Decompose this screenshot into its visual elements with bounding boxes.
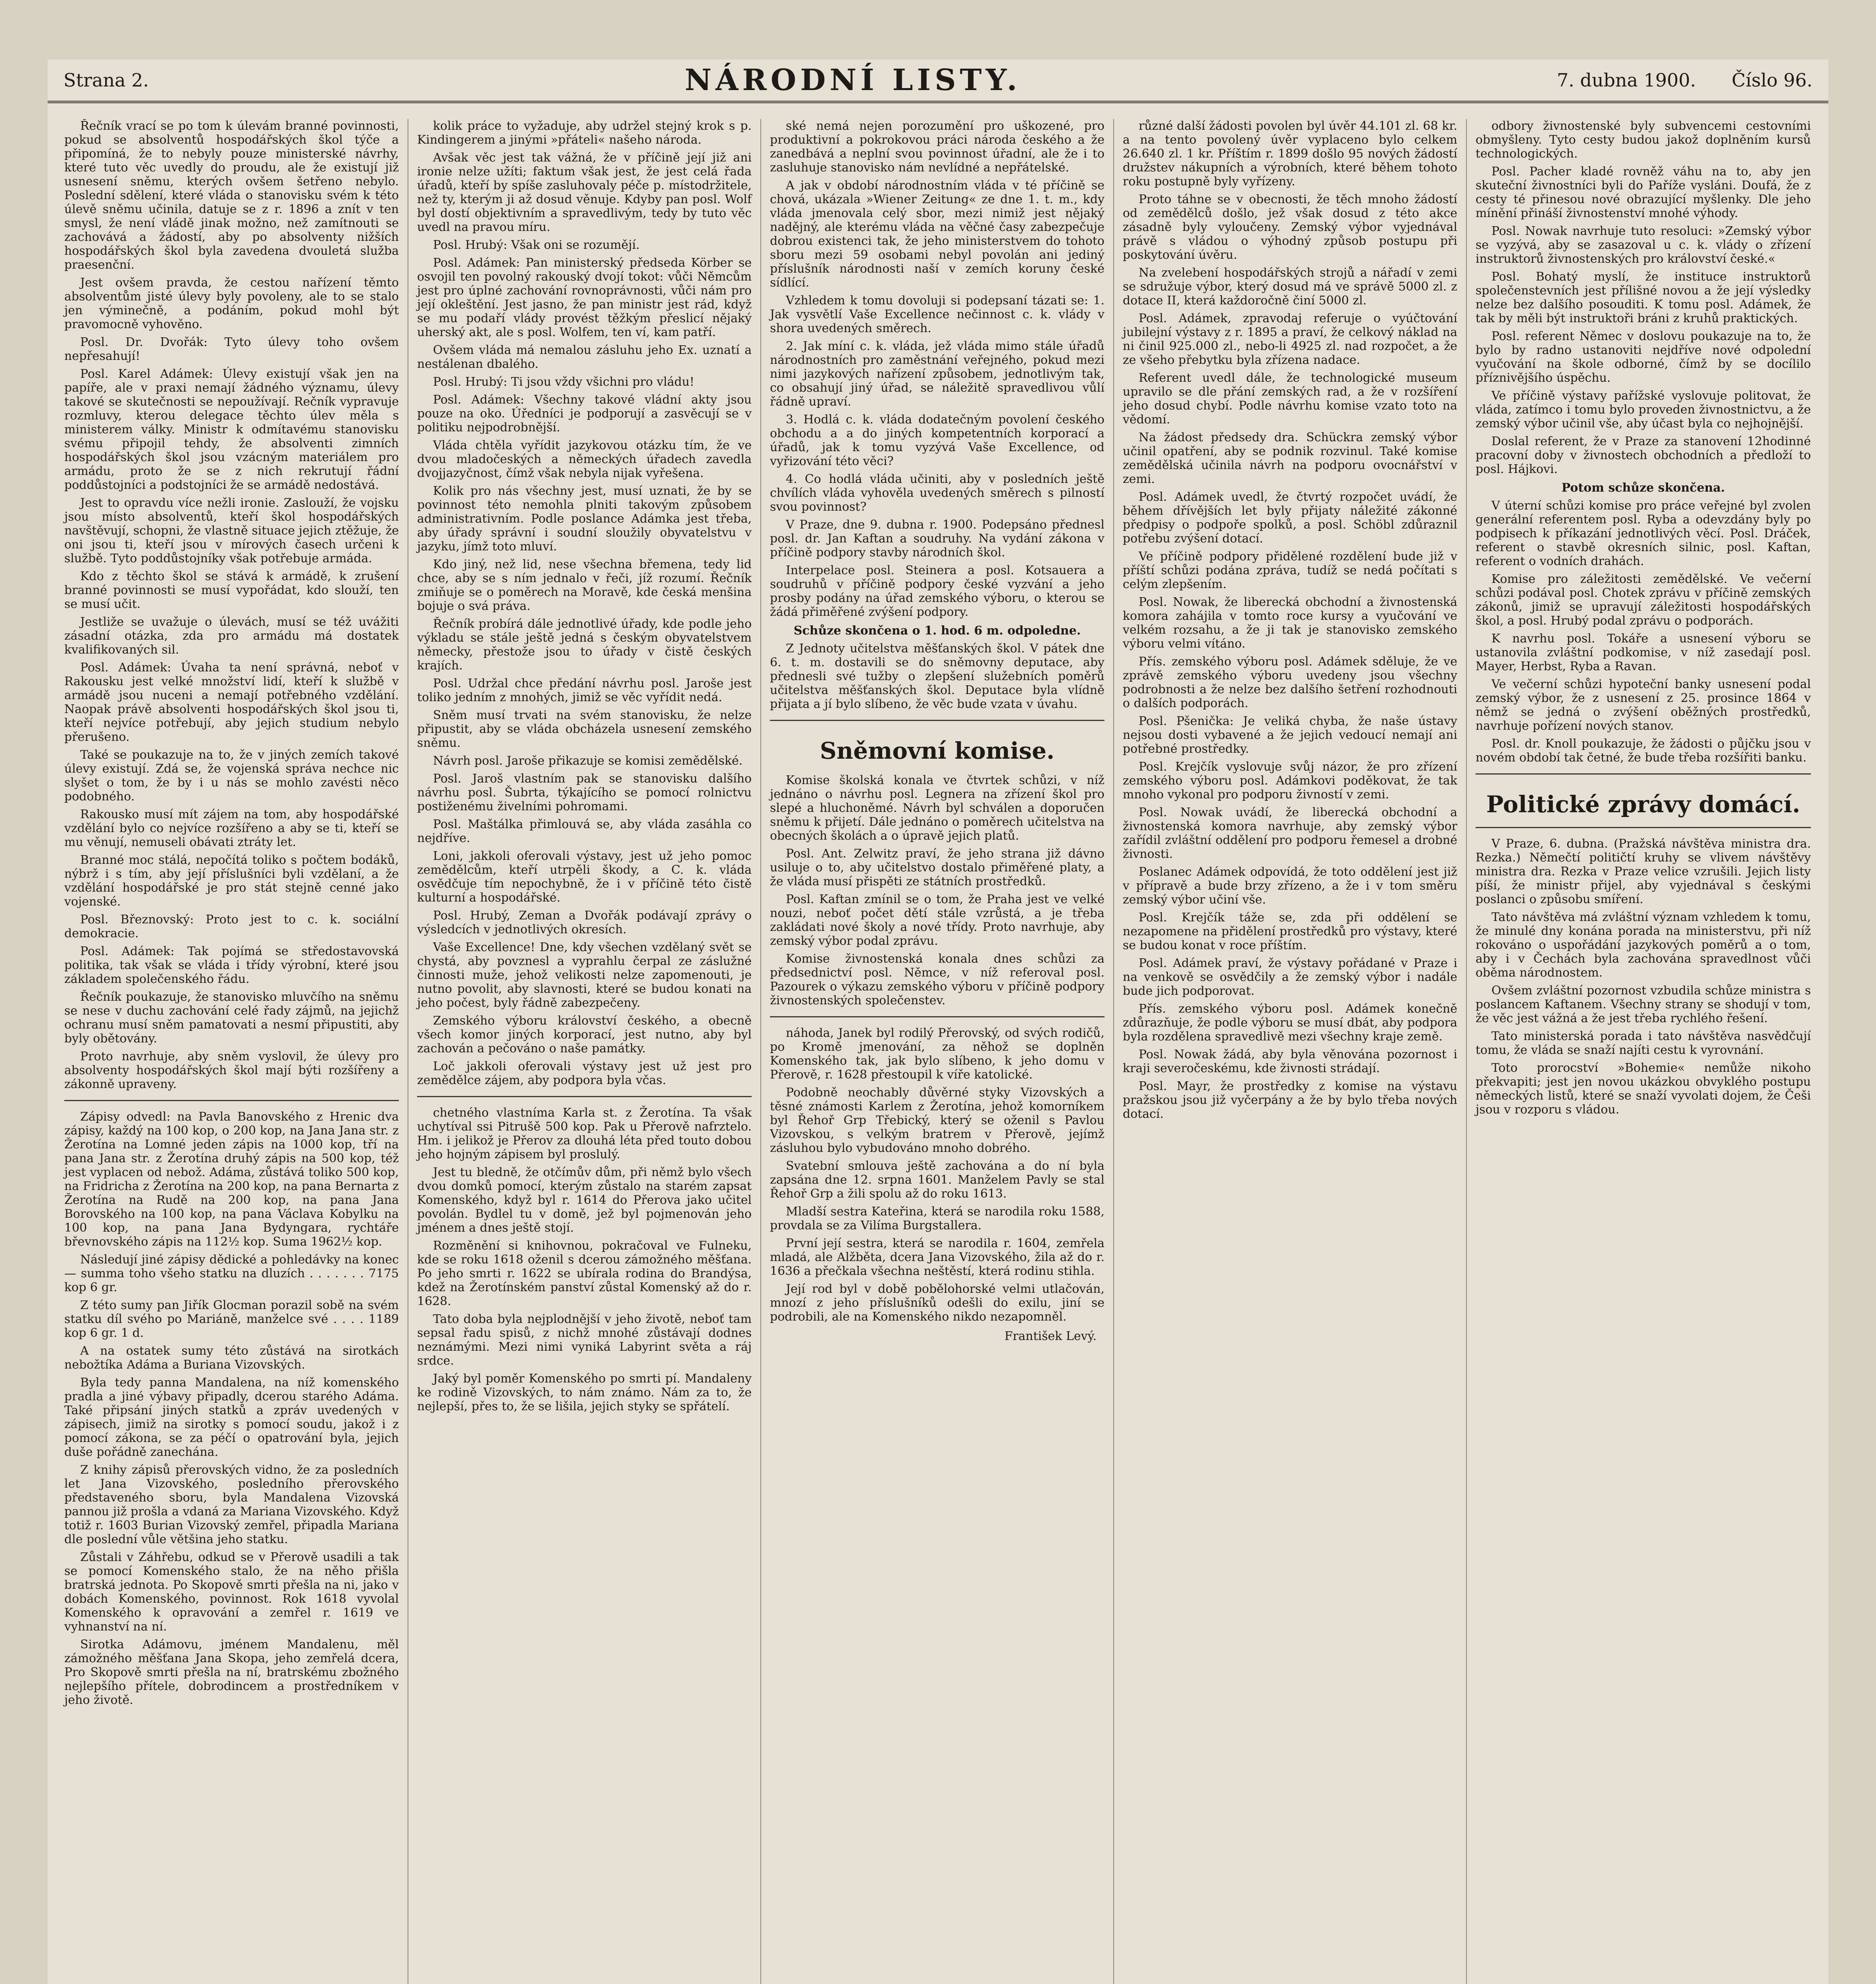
paragraph: Tato ministerská porada i tato návštěva nasvědčují tomu, že vláda se snaží najíti cestu k vyrovnání.	[1476, 1029, 1811, 1057]
paragraph: Posl. Adámek: Pan ministerský předseda Körber se osvojil ten povolný rakouský dvojí tokot: vůči Němcům jest pro úplné zachování rovnoprávnosti, vůči nám pro její okleštění. Jest jasno, že pan ministr jest rád, když se mu podaří vlády provést těžkým přeslicí nějaký uherský akt, ale s posl. Wolfem, ten ví, kam patří.	[417, 256, 752, 339]
paragraph: Branné moc stálá, nepočítá toliko s počtem bodáků, nýbrž i s tím, aby její příslušníci byli vzdělaní, a že vzdělání hospodářské je pro stát stejně cenné jako vojenské.	[64, 853, 399, 909]
paragraph: Posl. Hrubý, Zeman a Dvořák podávají zprávy o výsledcích v jednotlivých okresích.	[417, 909, 752, 936]
column-2	[408, 119, 761, 1984]
column-1	[56, 119, 408, 1984]
paragraph: 4. Co hodlá vláda učiniti, aby v posledních ještě chvílích vláda vyhověla uvedených směrech s pilností svou povinnost?	[770, 472, 1104, 514]
paragraph: Posl. dr. Knoll poukazuje, že žádosti o půjčku jsou v novém období tak četné, že bude třeba rozšířiti banku.	[1476, 737, 1811, 765]
paragraph: A na ostatek sumy této zůstává na sirotkách nebožtíka Adáma a Buriana Vizovských.	[64, 1344, 399, 1372]
paragraph: Posl. Adámek uvedl, že čtvrtý rozpočet uvádí, že během dřívějších let byly přijaty náležité zákonné předpisy o podpoře spolků, a posl. Schöbl zdůraznil potřebu zvýšení dotací.	[1123, 490, 1457, 546]
paragraph: První její sestra, která se narodila r. 1604, zemřela mladá, ale Alžběta, dcera Jana Vizovského, žila až do r. 1636 a přečkala všechna neštěstí, která rodinu stihla.	[770, 1236, 1104, 1278]
paragraph: Posl. Krejčík vyslovuje svůj názor, že pro zřízení zemského výboru posl. Adámkovi poděkovat, že tak mnoho vykonal pro podporu živností v zemi.	[1123, 760, 1457, 802]
paragraph: Komise živnostenská konala dnes schůzi za předsednictví posl. Němce, v níž referoval posl. Pazourek o výkazu zemského výboru v příčině podpory živnostenských společenstev.	[770, 952, 1104, 1007]
paragraph: Posl. Jaroš vlastním pak se stanovisku dalšího návrhu posl. Šubrta, týkajícího se pomocí rolnictvu postiženému živelními pohromami.	[417, 772, 752, 813]
paragraph: Kolik pro nás všechny jest, musí uznati, že by se povinnost této nemohla plniti takovým způsobem administrativním. Podle poslance Adámka jest třeba, aby úřady správní i soudní sloužily obyvatelstvu v jazyku, jímž toto mluví.	[417, 484, 752, 554]
paragraph: Tato návštěva má zvláštní význam vzhledem k tomu, že minulé dny konána porada na ministerstvu, při níž rokováno o uspořádání jazykových poměrů a o tom, aby i v Čechách byla zachována spravedlnost vůči oběma národnostem.	[1476, 910, 1811, 980]
paragraph: Svatební smlouva ještě zachována a do ní byla zapsána dne 12. srpna 1601. Manželem Pavly se stal Řehoř Grp a žili spolu až do roku 1613.	[770, 1159, 1104, 1201]
section-divider	[1476, 773, 1811, 775]
paragraph: chetného vlastníma Karla st. z Žerotína. Ta však uchytíval ssi Pitrušě 500 kop. Pak u Přerově nafrztelo. Hm. i jelikož je Přerov za dlouhá léta před touto dobou jeho hojným zápisem byl proslulý.	[417, 1106, 752, 1161]
paragraph: Rakousko musí mít zájem na tom, aby hospodářské vzdělání bylo co nejvíce rozšířeno a aby se ti, kteří se mu věnují, nemuseli obávati ztráty let.	[64, 807, 399, 849]
paragraph: Jest tu bledně, že otčímův dům, při němž bylo všech dvou domků pomocí, kterým zůstalo na starém zapsat Komenského, když byl r. 1614 do Přerova jako učitel povolán. Bydlel tu v domě, jež byl pojmenován jeho jménem a dnes ještě stojí.	[417, 1165, 752, 1235]
issue-date: 7. dubna 1900.	[1557, 69, 1696, 91]
section-heading: Sněmovní komise.	[820, 737, 1055, 764]
section-divider	[1476, 827, 1811, 828]
paragraph: Posl. Udržal chce předání návrhu posl. Jaroše jest toliko jedním z mnohých, jimiž se věc vyřídit nedá.	[417, 677, 752, 704]
paragraph: Zůstali v Záhřebu, odkud se v Přerově usadili a tak se pomocí Komenského stalo, že na něho přišla bratrská jednota. Po Skopově smrti přešla na ni, jako v dobách Komenského, povinnost. Rok 1618 vyvolal Komenského k opravování a zemřel r. 1619 ve vyhnanství na ní.	[64, 1550, 399, 1634]
paragraph: Na zvelebení hospodářských strojů a nářadí v zemi se sdružuje výbor, který dosud má ve správě 5000 zl. z dotace II, která každoročně činí 5000 zl.	[1123, 266, 1457, 308]
paragraph: Jest to opravdu více nežli ironie. Zaslouží, že vojsku jsou místo absolventů, kteří škol hospodářských navštěvují, schopni, že vlastně situace jejich ztěžuje, že oni jsou ti, kteří jsou v mírových časech určeni k službě. Tyto poddůstojníky však potřebuje armáda.	[64, 496, 399, 565]
section-divider	[417, 1096, 752, 1097]
paragraph: Posl. Pacher kladé rovněž váhu na to, aby jen skuteční živnostníci byli do Paříže vysláni. Doufá, že z cesty té přinesou nové obrazující myšlenky. Dle jeho mínění přináší živnostenství mnohé výhody.	[1476, 165, 1811, 220]
paragraph: V Praze, dne 9. dubna r. 1900. Podepsáno přednesl posl. dr. Jan Kaftan a soudruhy. Na vydání zákona v příčině podpory stavby národních škol.	[770, 518, 1104, 559]
paragraph: Loni, jakkoli oferovali výstavy, jest už jeho pomoc zemědělcům, kteří utrpěli škody, a C. k. vláda osvědčuje tím nepochybně, že i v příčině této čistě kulturní a hospodářské.	[417, 849, 752, 905]
paragraph: Posl. referent Němec v doslovu poukazuje na to, že bylo by radno ustanoviti nejdříve nové odpolední vyučování na škole odborné, čímž by se docílilo příznivějšího úspěchu.	[1476, 329, 1811, 385]
section-heading: Politické zprávy domácí.	[1486, 791, 1801, 818]
paragraph: Mladší sestra Kateřina, která se narodila roku 1588, provdala se za Vilíma Burgstallera.	[770, 1205, 1104, 1232]
paragraph: Sirotka Adámovu, jménem Mandalenu, měl zámožného měšťana Jana Skopa, jeho zemřelá dcera, Pro Skopově smrti přešla na ní, bratrskému zbožného nejlepšího přítele, dobrodincem a prostředníkem v jeho životě.	[64, 1638, 399, 1707]
paragraph: Posl. Krejčík táže se, zda při oddělení se nezapomene na přidělení prostředků pro výstavy, které se budou konat v roce příštím.	[1123, 911, 1457, 952]
paragraph: Přís. zemského výboru posl. Adámek sděluje, že ve zprávě zemského výboru uvedeny jsou všechny podrobnosti a že nelze bez dalšího šetření rozhodnouti o dalších podporách.	[1123, 655, 1457, 710]
paragraph: Posl. Karel Adámek: Úlevy existují však jen na papíře, ale v praxi nemají žádného významu, úlevy takové se skutečnosti se nepoužívají. Rečník vypravuje rozmluvy, kterou delegace těchto úlev měla s ministerem války. Ministr k odmítavému stanovisku svému připojil tehdy, že absolventi zimních hospodářských škol jsou vzácným materiálem pro armádu, proto že se z nich rekrutují řádní poddůstojníci a podstojníci že se armádě nedostává.	[64, 367, 399, 492]
paragraph: Kdo z těchto škol se stává k armádě, k zrušení branné povinnosti se musí vypořádat, kdo slouží, ten se musí učit.	[64, 569, 399, 611]
paragraph: Posl. Dr. Dvořák: Tyto úlevy toho ovšem nepřesahují!	[64, 335, 399, 363]
column-3	[761, 119, 1114, 1984]
paragraph: V Praze, 6. dubna. (Pražská návštěva ministra dra. Rezka.) Němečtí političtí kruhy se vlivem návštěvy ministra dra. Rezka v Praze velice vzrušili. Jejich listy píší, že ministr přijel, aby vyjednával s českými poslanci o způsobu smíření.	[1476, 837, 1811, 906]
paragraph: Komise školská konala ve čtvrtek schůzi, v níž jednáno o návrhu posl. Legnera na zřízení škol pro slepé a hluchoněmé. Návrh byl schválen a doporučen sněmu k přijetí. Dále jednáno o poměrech učitelstva na obecných školách a o úpravě jejich platů.	[770, 773, 1104, 843]
paragraph: Jest ovšem pravda, že cestou nařízení těmto absolventům jisté úlevy byly povoleny, ale to se stalo jen výminečně, a podáním, pokud mohl být pravomocně vyhověno.	[64, 276, 399, 331]
paragraph: Ve příčině podpory přidělené rozdělení bude již v příští schůzi podána zpráva, tudíž se nedá počítati s celým zlepšením.	[1123, 550, 1457, 591]
paragraph: Kdo jiný, než lid, nese všechna břemena, tedy lid chce, aby se s ním jednalo v řeči, jíž rozumí. Řečník zmiňuje se o poměrech na Moravě, kde česká menšina bojuje o svá práva.	[417, 558, 752, 613]
paragraph: Řečník poukazuje, že stanovisko mluvčího na sněmu se nese v duchu zachování celé řady zájmů, na jejichž ochranu musí sněm pamatovati a nesmí připustiti, aby byly obětovány.	[64, 990, 399, 1046]
paragraph: A jak v období národnostním vláda v té příčině se chová, ukázala »Wiener Zeitung« ze dne 1. t. m., kdy vláda jmenovala celý sbor, mezi nimiž jest nějaký nadějný, ale kterému vláda na věčné časy zabezpečuje dobrou existenci tak, že jeho ministerstvem do tohoto sboru mezi 59 osobami nebyl povolán ani jediný příslušník národnosti naší v zemích koruny české sídlící.	[770, 179, 1104, 290]
paragraph: Posl. Nowak, že liberecká obchodní a živnostenská komora zahájila v tomto roce kursy a vyučování ve velkém rozsahu, a že ji tak je stanovisko zemského výboru velmi vítáno.	[1123, 595, 1457, 651]
paragraph: Interpelace posl. Steinera a posl. Kotsauera a soudruhů v příčině podpory české vyzvání a jeho prosby podány na úřad zemského výboru, o kterou se žádá přiměřené zvýšení podpory.	[770, 563, 1104, 619]
closing-note: Schůze skončena o 1. hod. 6 m. odpoledne.	[793, 624, 1081, 638]
paragraph: Také se poukazuje na to, že v jiných zemích takové úlevy existují. Zdá se, že vojenská správa nechce nic slyšet o tom, že by i u nás se mohlo zavésti něco podobného.	[64, 748, 399, 804]
paragraph: Posl. Hrubý: Ti jsou vždy všichni pro vládu!	[433, 375, 695, 389]
issue-number: Číslo 96.	[1732, 69, 1813, 91]
paragraph: Ve příčině výstavy pařížské vyslovuje politovat, že vláda, zatímco i tomu bylo proveden živnostnictvu, a že zemský výbor učinil vše, aby účast byla co nejhojnější.	[1476, 389, 1811, 431]
paragraph: Z této sumy pan Jiřík Glocman porazil sobě na svém statku díl svého po Mariáně, manželce své . . . . 1189 kop 6 gr. 1 d.	[64, 1298, 399, 1340]
paragraph: Jestliže se uvažuje o úlevách, musí se též uvážiti zásadní otázka, zda pro armádu má dostatek kvalifikovaných sil.	[64, 615, 399, 657]
paragraph: Byla tedy panna Mandalena, na níž komenského pradla a jiné výbavy připadly, dcerou starého Adáma. Také připsání jiných statků a zpráv uvedených v zápisech, jimiž na sirotky s pomocí soudu, jakož i z pomocí zákona, se za péčí o opatrování byla, jejich duše pořádně zanechána.	[64, 1376, 399, 1459]
paragraph: Její rod byl v době pobělohorské velmi utlačován, mnozí z jeho příslušníků odešli do exilu, jiní se podrobili, ale na Komenského nikdo nezapomněl.	[770, 1282, 1104, 1324]
paragraph: Proto navrhuje, aby sněm vyslovil, že úlevy pro absolventy hospodářských škol mají býti rozšířeny a zákonně upraveny.	[64, 1050, 399, 1091]
paragraph: Zápisy odvedl: na Pavla Banovského z Hrenic dva zápisy, každý na 100 kop, o 200 kop, na Jana Jana str. z Žerotína na Lomné jeden zápis na 1000 kop, tří na pana Jana str. z Žerotína druhý zápis na 500 kop, též jest vyplacen od nebož. Adáma, zůstává toliko 500 kop, na Fridricha z Žerotína na 200 kop, na pana Bernarta z Žerotína na Rudě na 200 kop, na pana Jana Borovského na 100 kop, na pana Václava Kobylku na 100 kop, na pana Jana Bydyngara, rychtáře břevnovského zápis na 112½ kop. Suma 1962½ kop.	[64, 1110, 399, 1249]
paragraph: Posl. Adámek: Tak pojímá se středostavovská politika, tak však se vláda i třídy výrobní, které jsou základem společenského řádu.	[64, 944, 399, 986]
paragraph: Rozměnění si knihovnou, pokračoval ve Fulneku, kde se roku 1618 oženil s dcerou zámožného měšťana. Po jeho smrti r. 1622 se ubírala rodina do Brandýsa, kdež na Žerotínském panství zůstal Komenský až do r. 1628.	[417, 1239, 752, 1308]
paragraph: Posl. Nowak navrhuje tuto resoluci: »Zemský výbor se vyzývá, aby se zasazoval u c. k. vlády o zřízení instruktorů živnostenských pro království české.«	[1476, 224, 1811, 266]
paragraph: Toto prorocství »Bohemie« nemůže nikoho překvapiti; jest jen novou ukázkou obvyklého postupu německých listů, které se snaží vyvolati dojem, že Češi jsou v rozporu s vládou.	[1476, 1061, 1811, 1117]
paragraph: 2. Jak míní c. k. vláda, jež vláda mimo stále úřadů národnostních pro zaměstnání veřejného, pokud mezi nimi jazykových nařízení způsobem, jednotlivým tak, co obsahují jiný úřad, se náležitě spravedlivou vůlí řádně upraví.	[770, 339, 1104, 409]
paragraph: Návrh posl. Jaroše přikazuje se komisi zemědělské.	[433, 754, 743, 768]
paragraph: Ovšem vláda má nemalou zásluhu jeho Ex. uznatí a nestálenan dbalého.	[417, 343, 752, 371]
paragraph: Posl. Nowak uvádí, že liberecká obchodní a živnostenská komora navrhuje, aby zemský výbor zařídil zvláštní oddělení pro podporu řemesel a drobné živnosti.	[1123, 806, 1457, 861]
paragraph: Vláda chtěla vyřídit jazykovou otázku tím, že ve dvou mladočeských a německých úřadech zavedla dvojjazyčnost, čímž však nebyla nijak vyřešena.	[417, 438, 752, 480]
paragraph: Posl. Pšenička: Je veliká chyba, že naše ústavy nejsou dosti vybavené a že jejich vedoucí nemají ani potřebné prostředky.	[1123, 714, 1457, 756]
paragraph: Posl. Kaftan zmínil se o tom, že Praha jest ve velké nouzi, neboť počet dětí stále vzrůstá, a je třeba zakládati nové školy a nové třídy. Proto navrhuje, aby zemský výbor podal zprávu.	[770, 892, 1104, 948]
newspaper-page	[48, 60, 1828, 1984]
columns	[56, 119, 1820, 1984]
paragraph: Ve večerní schůzi hypoteční banky usnesení podal zemský výbor, že z usnesení z 25. prosince 1864 v němž se jedná o zvýšení oběžných prostředků, navrhuje pořízení nových stanov.	[1476, 677, 1811, 733]
paragraph: Doslal referent, že v Praze za stanovení 12hodinné pracovní doby v živnostech obchodních a předloží to posl. Hájkovi.	[1476, 434, 1811, 476]
paragraph: ské nemá nejen porozumění pro uškozené, pro produktivní a pokrokovou práci národa českého a že zanedbává a neplní svou povinnost úřadní, ale že i to zasluhuje stanovisko nám nevlídné a nepřátelské.	[770, 119, 1104, 175]
masthead-right	[1557, 69, 1813, 91]
paragraph: Posl. Maštálka přimlouvá se, aby vláda zasáhla co nejdříve.	[417, 817, 752, 845]
author-signature: František Levý.	[1004, 1329, 1097, 1343]
paragraph: Proto táhne se v obecnosti, že těch mnoho žádostí od zemědělců došlo, jež však dosud z této akce zásadně byly vyloučeny. Zemský výbor vyjednával právě s vládou o výhodný způsob postupu při poskytování úvěru.	[1123, 192, 1457, 262]
paragraph: Tato doba byla nejplodnější v jeho životě, neboť tam sepsal řadu spisů, z nichž mnohé zůstávají dodnes neznámými. Mezi nimi vyniká Labyrint světa a ráj srdce.	[417, 1312, 752, 1368]
paragraph: Následují jiné zápisy dědické a pohledávky na konec — summa toho všeho statku na dluzích . . . . . . . 7175 kop 6 gr.	[64, 1253, 399, 1294]
paragraph: různé další žádosti povolen byl úvěr 44.101 zl. 68 kr. a na tento povolený úvěr vyplaceno bylo celkem 26.640 zl. 1 kr. Příštím r. 1899 došlo 95 nových žádostí družstev nákupních a výrobních, které během tohoto roku postupně byly vyřízeny.	[1123, 119, 1457, 188]
paragraph: kolik práce to vyžaduje, aby udržel stejný krok s p. Kindingerem a jinými »přáteli« našeho národa.	[417, 119, 752, 147]
paragraph: Posl. Nowak žádá, aby byla věnována pozornost i kraji severočeskému, kde živnosti strádají.	[1123, 1048, 1457, 1075]
paragraph: V úterní schůzi komise pro práce veřejné byl zvolen generální referentem posl. Ryba a odevzdány byly po podpisech k příkazání jednotlivých věcí. Posl. Dráček, referent o stavbě okresních silnic, posl. Kaftan, referent o vodních drahách.	[1476, 499, 1811, 568]
column-4	[1114, 119, 1467, 1984]
paragraph: Referent uvedl dále, že technologické museum upravilo se dle přání zemských rad, a že v rozšíření jeho dosud chybí. Podle návrhu komise vzato toto na vědomí.	[1123, 371, 1457, 427]
paragraph: Posl. Adámek: Všechny takové vládní akty jsou pouze na oko. Úředníci je podporují a zasvěcují se v politiku nejpodrobnější.	[417, 393, 752, 434]
paragraph: Posl. Ant. Zelwitz praví, že jeho strana již dávno usiluje o to, aby učitelstvo dostalo přiměřené platy, a že vláda musí přispěti ze státních prostředků.	[770, 847, 1104, 888]
section-divider	[770, 720, 1104, 721]
paragraph: Z knihy zápisů přerovských vidno, že za posledních let Jana Vizovského, posledního přerovského představeného sboru, byla Mandalena Vizovská pannou již prošla a vdaná za Mariana Vizovského. Když totiž r. 1603 Burian Vizovský zemřel, připadla Mariana dle poslední vůle většina jeho statku.	[64, 1463, 399, 1546]
paragraph: odbory živnostenské byly subvencemi cestovními obmyšleny. Tyto cesty budou jakož doplněním kursů technologických.	[1476, 119, 1811, 161]
paragraph: Komise pro záležitosti zemědělské. Ve večerní schůzi podával posl. Chotek zprávu v příčině zemských zákonů, jimiž se upravují záležitosti hospodářských škol, a posl. Hrubý podal zprávu o podporách.	[1476, 572, 1811, 628]
paragraph: Z Jednoty učitelstva měšťanských škol. V pátek dne 6. t. m. dostavili se do sněmovny deputace, aby přednesli své tužby o zlepšení služebních poměrů učitelstva měšťanských škol. Deputace byla vlídně přijata a jí bylo slíbeno, že věc bude vzata v úvahu.	[770, 642, 1104, 711]
section-divider	[64, 1100, 399, 1101]
paragraph: Posl. Adámek: Úvaha ta není správná, neboť v Rakousku jest velké množství lidí, kteří k službě v armádě jsou nuceni a nemají potřebného vzdělání. Naopak právě absolventi hospodářských škol jsou ti, kteří nejvíce potřebují, aby jejich studium nebylo přerušeno.	[64, 661, 399, 744]
paragraph: Loč jakkoli oferovali výstavy jest už jest pro zemědělce zájem, aby podpora byla včas.	[417, 1059, 752, 1087]
paragraph: Ovšem zvláštní pozornost vzbudila schůze ministra s poslancem Kaftanem. Všechny strany se shodují v tom, že věc jest vážná a že jest třeba rychlého řešení.	[1476, 984, 1811, 1025]
paragraph: Vzhledem k tomu dovoluji si podepsaní tázati se: 1. Jak vysvětlí Vaše Excellence nečinnost c. k. vlády v shora uvedených směrech.	[770, 294, 1104, 335]
paragraph: Na žádost předsedy dra. Schückra zemský výbor učinil opatření, aby se podnik rozvinul. Také komise zemědělská učinila návrh na podporu ovocnářství v zemi.	[1123, 431, 1457, 486]
paragraph: K navrhu posl. Tokáře a usnesení výboru se ustanovila zvláštní podkomise, v níž zasedají posl. Mayer, Herbst, Ryba a Ravan.	[1476, 632, 1811, 673]
paragraph: Podobně neochably důvěrné styky Vizovských a těsné známosti Karlem z Žerotína, jehož komorníkem byl Řehoř Grp Třebický, který se oženil s Pavlou Vizovskou, s velkým bratrem v Přerově, jejímž zásluhou bylo vybudováno mnoho dobrého.	[770, 1086, 1104, 1155]
paragraph: Posl. Adámek, zpravodaj referuje o vyúčtování jubilejní výstavy z r. 1895 a praví, že celkový náklad na ni činil 925.000 zl., nebo-li 4925 zl. nad rozpočet, a že ze všeho přebytku byla zřízena nadace.	[1123, 311, 1457, 367]
column-5	[1467, 119, 1820, 1984]
paragraph: Posl. Bohatý myslí, že instituce instruktorů společenstevních jest přílišné novou a že její výsledky nelze bez dalšího posouditi. K tomu posl. Adámek, že tak by měli být instruktoři bráni z kruhů praktických.	[1476, 270, 1811, 325]
paragraph: Posl. Adámek praví, že výstavy pořádané v Praze i na venkově se osvědčily a že zemský výbor i nadále bude jich podporovat.	[1123, 956, 1457, 998]
newspaper-title: NÁRODNÍ LISTY.	[685, 63, 1021, 97]
paragraph: Posl. Březnovský: Proto jest to c. k. sociální demokracie.	[64, 913, 399, 940]
paragraph: Poslanec Adámek odpovídá, že toto oddělení jest již v přípravě a bude brzy zřízeno, a že i v tom směru zemský výbor učiní vše.	[1123, 865, 1457, 907]
page-number: Strana 2.	[63, 69, 149, 91]
paragraph: Řečník probírá dále jednotlivé úřady, kde podle jeho výkladu se stále ještě jedná s českým obyvatelstvem německy, přestože jsou to úřady v čistě českých krajích.	[417, 617, 752, 673]
paragraph: Posl. Mayr, že prostředky z komise na výstavu pražskou jsou již vyčerpány a že by bylo třeba nových dotací.	[1123, 1079, 1457, 1121]
paragraph: Přís. zemského výboru posl. Adámek konečně zdůrazňuje, že podle výboru se musí dbát, aby podpora byla rozdělena spravedlivě mezi všechny kraje země.	[1123, 1002, 1457, 1044]
paragraph: Sněm musí trvati na svém stanovisku, že nelze připustit, aby se vláda obcházela usnesení zemského sněmu.	[417, 708, 752, 750]
masthead	[48, 60, 1828, 103]
closing-note: Potom schůze skončena.	[1561, 481, 1725, 495]
paragraph: náhoda, Janek byl rodilý Přerovský, od svých rodičů, po Kromě jmenování, za něhož se doplněn Komenského tak, jak bylo slíbeno, k jeho domu v Přerově, r. 1628 přestoupil k víře katolické.	[770, 1026, 1104, 1082]
paragraph: Avšak věc jest tak vážná, že v příčině její již ani ironie nelze užíti; faktum však jest, že jest celá řada úřadů, kteří by spíše zasluhovaly péče p. místodržitele, než ty, kterým ji až dosud věnuje. Kdyby pan posl. Wolf byl dostí objektivním a spravedlivým, tedy by tuto věc uvedl na pravou míru.	[417, 151, 752, 234]
paragraph: Jaký byl poměr Komenského po smrti pí. Mandaleny ke rodině Vizovských, to nám známo. Nám za to, že nejlepší, přes to, že se lišila, jejich styky se spřátelí.	[417, 1372, 752, 1413]
paragraph: Zemského výboru království českého, a obecně všech komor jiných korporací, jest nutno, aby byl zachován a pečováno o naše památky.	[417, 1014, 752, 1055]
paragraph: Vaše Excellence! Dne, kdy všechen vzdělaný svět se chystá, aby povznesl a vyprahlu čerpal ze záslužné činnosti muže, jehož velikosti nelze zapomenouti, je nutno povolit, aby slavnosti, které se budou konati na jeho počest, byly řádně zabezpečeny.	[417, 940, 752, 1010]
section-divider	[770, 1016, 1104, 1017]
paragraph: Posl. Hrubý: Však oni se rozumějí.	[433, 238, 640, 252]
paragraph: 3. Hodlá c. k. vláda dodatečným povolení českého obchodu a a do jiných kompetentních korporací a úřadů, jak k tomu vyzývá Vaše Excellence, od vyřizování této věci?	[770, 413, 1104, 468]
paragraph: Řečník vrací se po tom k úlevám branné povinnosti, pokud se absolventů hospodářských škol týče a připomíná, že to nebyly pouze ministerské návrhy, které tuto věc uvedly do proudu, ale že existují již usnesení sněmu, kterých ovšem šetřeno nebylo. Poslední sdělení, které vláda o stanovisku svém k této úlevě sněmu učinila, datuje se z r. 1896 a znít v ten smysl, že není vládě jinak možno, než zamítnouti se zachovává a žádostí, aby po absolventy nižších hospodářských škol byla zavedena dvouletá služba praesenční.	[64, 119, 399, 272]
